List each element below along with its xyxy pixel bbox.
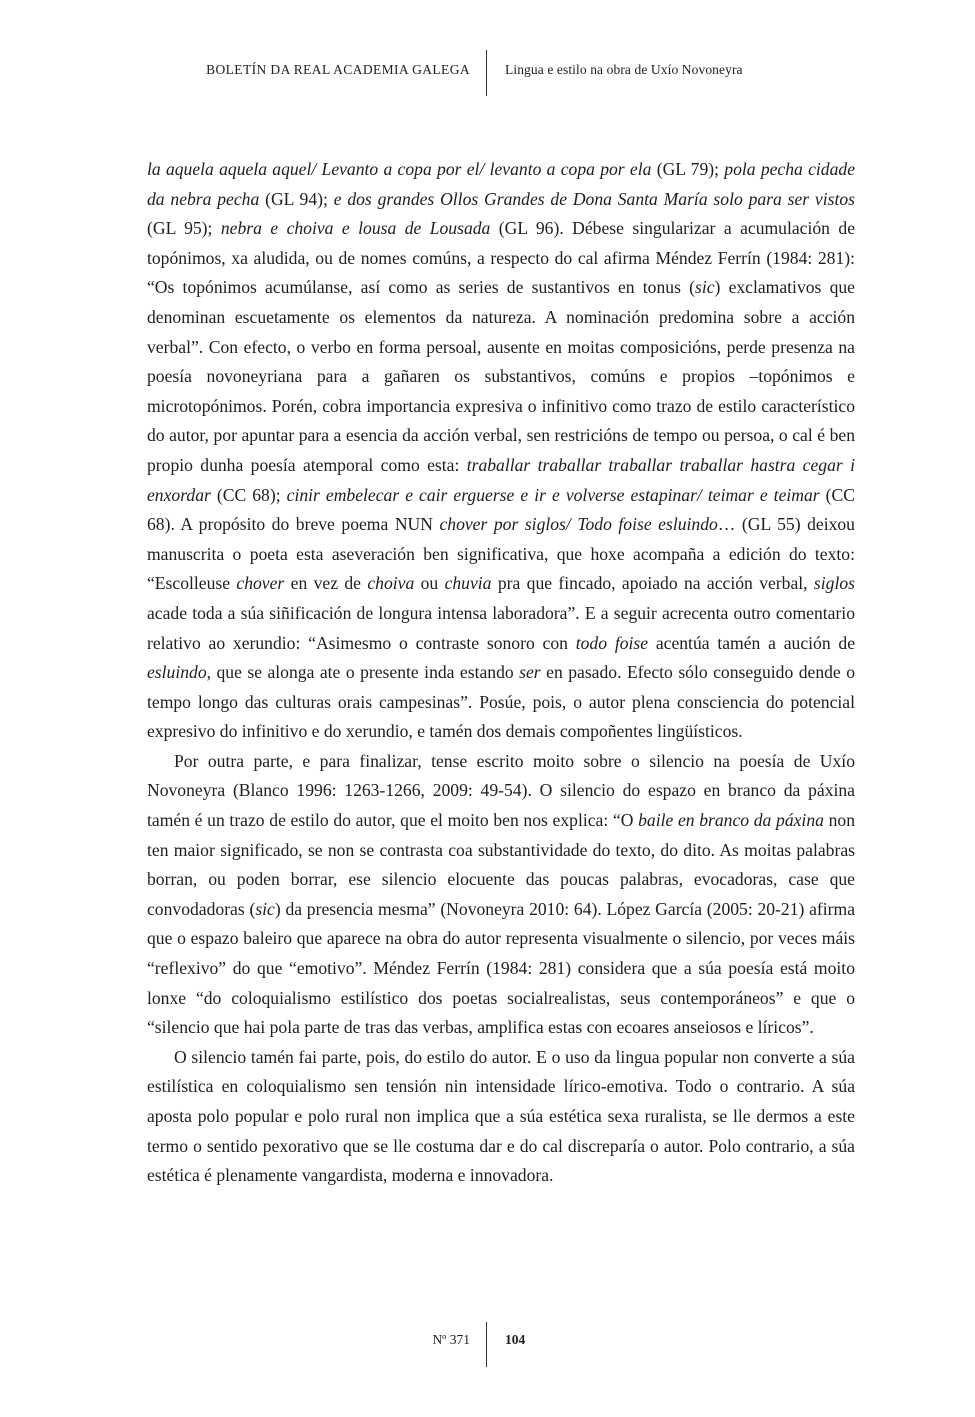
italic-quotation: nebra e choiva e lousa de Lousada <box>220 218 491 239</box>
text-run: ) da presencia mesma” (Novoneyra 2010: 64). López García (2005: 20-21) afirma que o espazo baleiro que aparece na obra do autor representa visualmente o silencio, por veces máis “reflexivo” do que “emotivo”. Méndez Ferrín (1984: 281) considera que a súa poesía está moito lonxe “do coloquialismo estilístico dos poetas socialrealistas, seus contemporáneos” e que o “silencio que hai pola parte de tras das verbas, amplifica estas con ecoares anseiosos e líricos”. <box>147 898 856 1038</box>
text-run: Por outra parte, e para finalizar, tense escrito moito sobre o silencio na poesía de Uxío Novoneyra (Blanco 1996: 1263-1266, 2009: 49-54). O silencio do espazo en branco da páxina tamén é un trazo de estilo do autor, que el moito ben nos explica: “O <box>147 750 855 831</box>
text-run: non ten maior significado, se non se contrasta coa substantividade do texto, do dito. As moitas palabras borran, ou poden borrar, ese silencio elocuente das poucas palabras, evocadoras, case que convodadoras ( <box>147 810 855 919</box>
text-run: (GL 79); <box>651 159 725 179</box>
text-run: en vez de <box>284 573 368 594</box>
text-run: , que se alonga ate o presente inda estando <box>206 662 520 683</box>
italic-quotation: chover por siglos/ Todo foise esluindo <box>439 514 718 535</box>
italic-quotation: todo foise <box>575 632 649 653</box>
italic-quotation: siglos <box>813 573 855 594</box>
text-run: en pasado. Efecto sólo conseguido dende o tempo longo das culturas orais campesinas”. Posúe, pois, o autor plena consciencia do potencial expresivo do infinitivo e do xerundio, e tamén dos demais compoñentes lingüísticos. <box>147 662 855 742</box>
text-run: (GL 94); <box>259 188 334 209</box>
paragraph <box>147 747 855 1043</box>
italic-quotation: cinir embelecar e cair erguerse e ir e volverse estapinar/ teimar e teimar <box>286 484 820 505</box>
italic-quotation: chuvia <box>444 573 492 594</box>
paragraph <box>147 1043 855 1191</box>
page-number: 104 <box>505 1332 526 1347</box>
italic-quotation: sic <box>255 898 275 919</box>
italic-quotation: pola pecha cidade da nebra pecha <box>147 159 856 209</box>
text-run: acentúa tamén a aución de <box>648 632 856 653</box>
text-run: acade toda a súa siñificación de longura intensa laboradora”. E a seguir acrecenta outro comentario relativo ao xerundio: “Asimesmo o contraste sonoro con <box>147 602 855 653</box>
italic-quotation: e dos grandes Ollos Grandes de Dona Santa María solo para ser vistos <box>333 188 856 209</box>
running-header-journal: BOLETÍN DA REAL ACADEMIA GALEGA <box>206 62 470 77</box>
italic-quotation: choiva <box>367 573 415 594</box>
text-run: (CC 68). A propósito do breve poema NUN <box>147 484 855 535</box>
text-run: (CC 68); <box>210 484 287 505</box>
text-run: (GL 95); <box>147 218 221 239</box>
body-text <box>147 155 855 1191</box>
text-run: … (GL 55) deixou manuscrita o poeta esta aseveración ben significativa, que hoxe acompaña a edición do texto: “Escolleuse <box>147 514 855 594</box>
footer-divider <box>486 1322 487 1367</box>
text-run: pra que fincado, apoiado na acción verbal, <box>491 573 814 594</box>
text-run: O silencio tamén fai parte, pois, do estilo do autor. E o uso da lingua popular non converte a súa estilística en coloquialismo sen tensión nin intensidade lírico-emotiva. Todo o contrario. A súa aposta polo popular e polo rural non implica que a súa estética sexa ruralista, se lle dermos a este termo o sentido pexorativo que se lle costuma dar e do cal discreparía o autor. Polo contrario, a súa estética é plenamente vangardista, moderna e innovadora. <box>147 1046 855 1186</box>
italic-quotation: esluindo <box>147 662 207 683</box>
text-run: ou <box>414 573 445 594</box>
italic-quotation: sic <box>694 277 715 298</box>
text-run: ) exclamativos que denominan escuetamente os elementos da natureza. A nominación predomina sobre a acción verbal”. Con efecto, o verbo en forma persoal, ausente en moitas composicións, perde presenza na poesía novoneyriana para a gañaren os substantivos, comúns e propios –topónimos e microtopónimos. Porén, cobra importancia expresiva o infinitivo como trazo de estilo característico do autor, por apuntar para a esencia da acción verbal, sen restricións de tempo ou persoa, o cal é ben propio dunha poesía atemporal como esta: <box>147 277 855 475</box>
italic-quotation: la aquela aquela aquel/ Levanto a copa por el/ levanto a copa por ela <box>147 159 652 179</box>
italic-quotation: traballar traballar traballar traballar hastra cegar i enxordar <box>147 454 855 505</box>
paragraph <box>147 155 855 747</box>
italic-quotation: chover <box>236 573 285 594</box>
italic-quotation: baile en branco da páxina <box>638 810 824 831</box>
italic-quotation: ser <box>519 662 541 683</box>
header-divider <box>486 50 487 96</box>
text-run: (GL 96). Débese singularizar a acumulación de topónimos, xa aludida, ou de nomes comúns, a respecto do cal afirma Méndez Ferrín (1984: 281): “Os topónimos acumúlanse, así como as series de sustantivos en tonus ( <box>147 218 855 298</box>
issue-number: Nº 371 <box>432 1332 470 1347</box>
running-header-article-title: Lingua e estilo na obra de Uxío Novoneyra <box>505 62 743 77</box>
